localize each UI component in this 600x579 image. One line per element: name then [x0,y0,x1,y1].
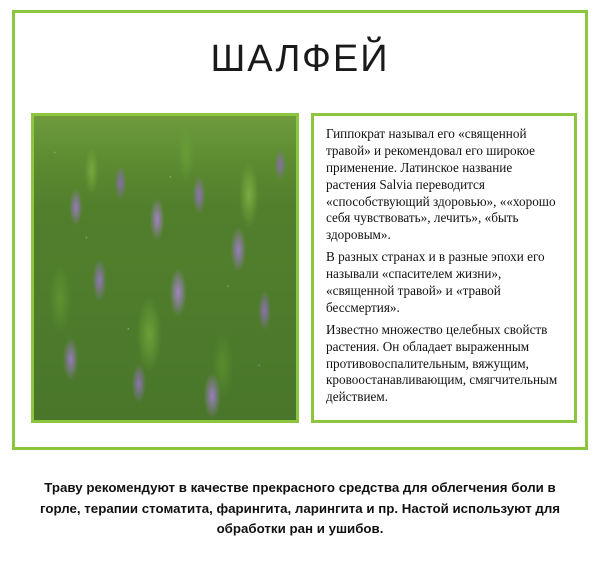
description-paragraph-2: В разных странах и в разные эпохи его называли «спасителем жизни», «священной травой» и «травой бессмертия». [326,249,545,315]
description-paragraph-1: Гиппократ называл его «священной травой» и рекомендовал его широкое применение. Латинское название растения Salvia переводится «способствующий здоровью», ««хорошо себя чувствовать», лечить», «быть здоровым». [326,126,556,243]
description-paragraph-3: Известно множество целебных свойств растения. Он обладает выраженным противовоспалительным, вяжущим, кровоостанавливающим, смягчительным действием. [326,321,558,405]
content-frame [12,10,588,450]
sage-photo [31,113,299,423]
description-panel [311,113,577,423]
photo-highlights-layer [34,116,296,420]
footer-note: Траву рекомендуют в качестве прекрасного средства для облегчения боли в горле, терапии стоматита, фарингита, ларингита и пр. Настой используют для обработки ран и ушибов. [39,480,561,537]
sage-photo-image [34,116,296,420]
page-title: ШАЛФЕЙ [210,38,390,80]
title-band [15,13,585,105]
